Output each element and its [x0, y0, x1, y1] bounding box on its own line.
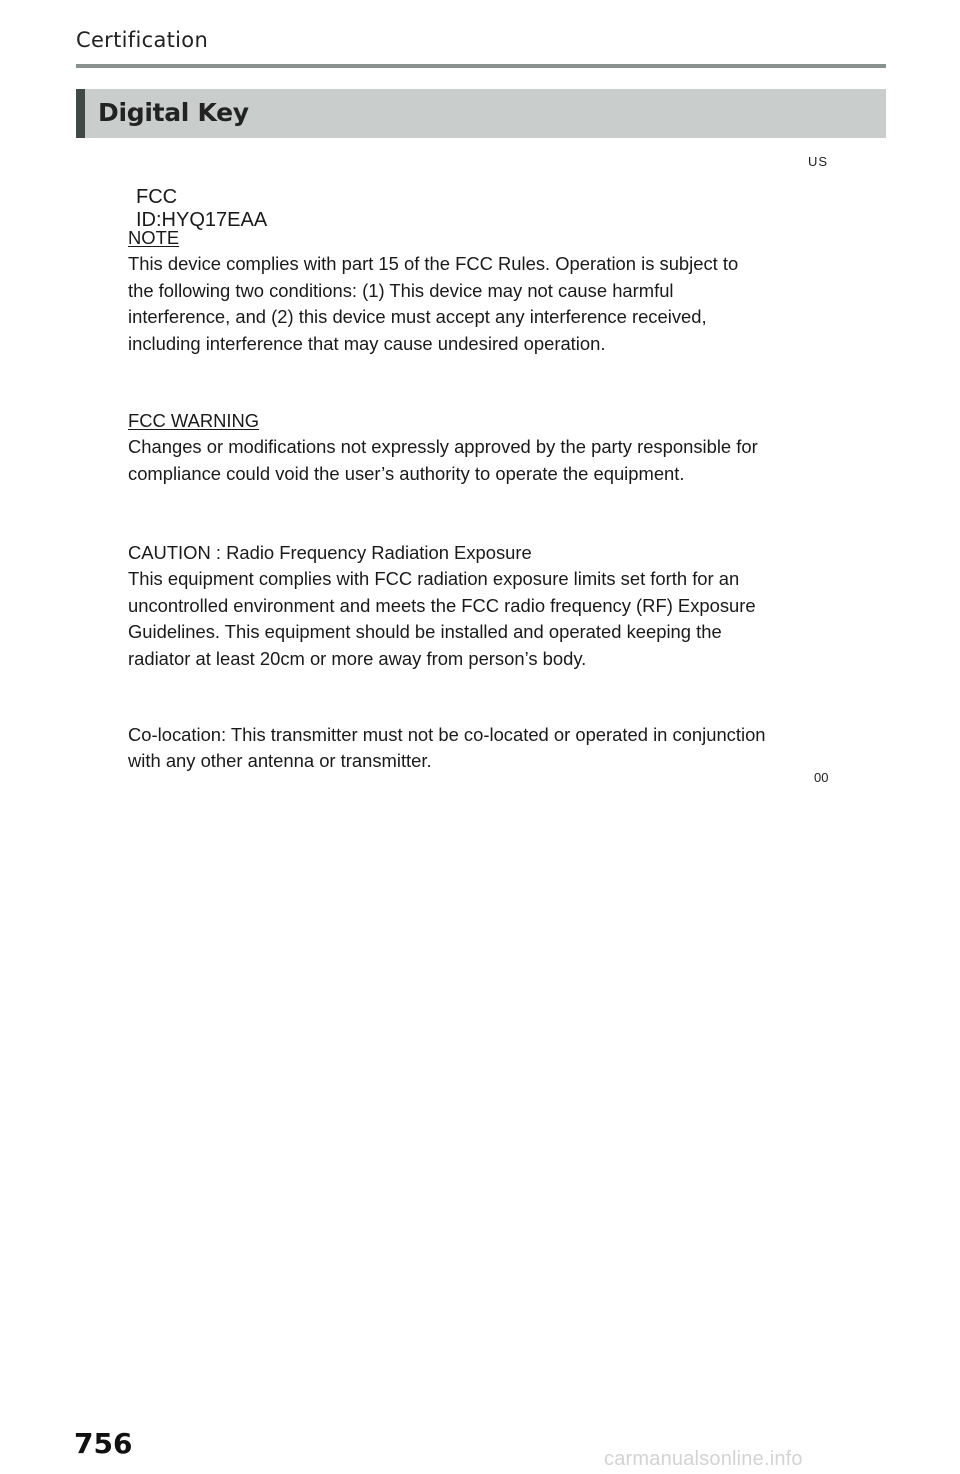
page-number: 756 — [74, 1427, 133, 1460]
fcc-id: FCC ID:HYQ17EAA — [136, 186, 268, 231]
caution-block — [128, 540, 768, 672]
section-title: Digital Key — [98, 98, 249, 127]
label-code: 00 — [814, 770, 829, 785]
fcc-warning-body: Changes or modifications not expressly approved by the party responsible for compliance could void the user’s authority to operate the equipment. — [128, 436, 758, 484]
watermark: carmanualsonline.info — [604, 1448, 803, 1470]
region-code: US — [808, 154, 829, 169]
caution-body: This equipment complies with FCC radiation exposure limits set forth for an uncontrolled environment and meets the FCC radio frequency (RF) Exposure Guidelines. This equipment should be installed and operated keeping the radiator at least 20cm or more away from person’s body. — [128, 568, 756, 669]
header-rule — [76, 64, 886, 68]
note-body: This device complies with part 15 of the FCC Rules. Operation is subject to the following two conditions: (1) This device may not cause harmful interference, and (2) this device must accept any interference received, including interference that may cause undesired operation. — [128, 253, 739, 354]
caution-heading: CAUTION : Radio Frequency Radiation Exposure — [128, 542, 532, 563]
section-title-accent — [76, 89, 85, 138]
fcc-warning-heading: FCC WARNING — [128, 410, 260, 431]
colocation-body: Co-location: This transmitter must not be co-located or operated in conjunction with any other antenna or transmitter. — [128, 724, 766, 772]
header-section-title: Certification — [76, 28, 209, 52]
fcc-warning-block — [128, 408, 768, 487]
section-title-bar — [76, 89, 886, 138]
colocation-block — [128, 722, 768, 775]
note-heading: NOTE — [128, 227, 180, 248]
note-block — [128, 225, 768, 357]
